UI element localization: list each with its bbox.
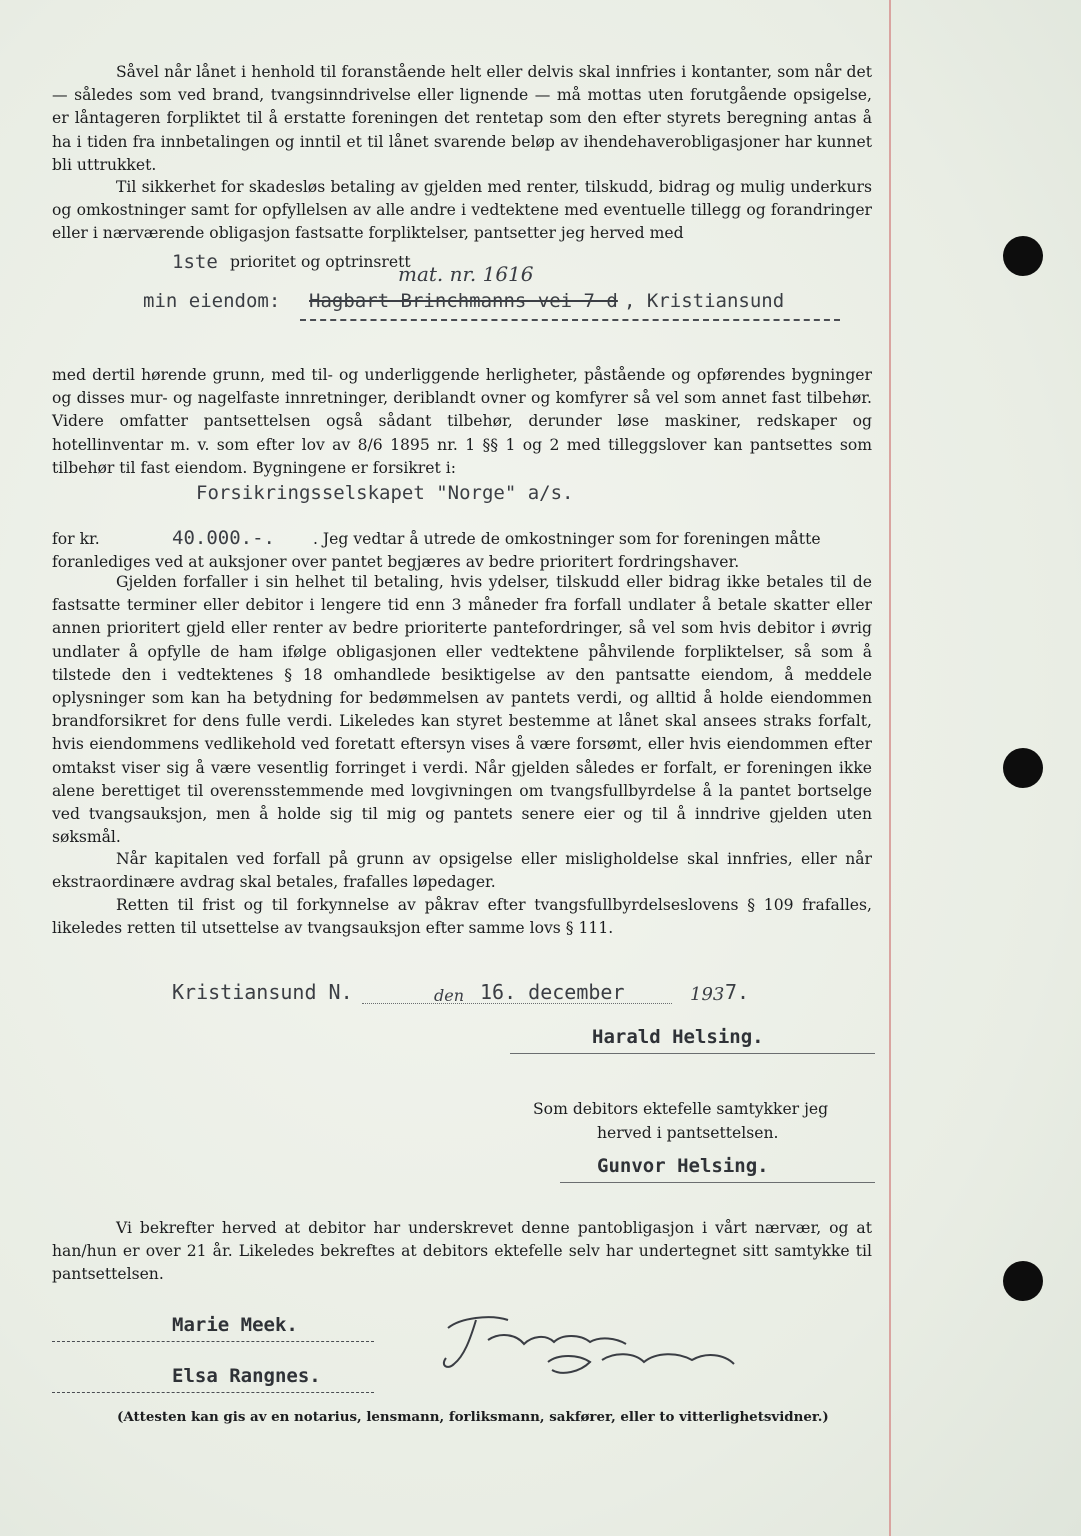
amount-suffix: . Jeg vedtar å utrede de omkostninger som for foreningen måtte xyxy=(313,530,821,548)
property-city: , Kristiansund xyxy=(624,290,785,312)
paragraph-early-repayment: Såvel når lånet i henhold til foranstående helt eller delvis skal innfries i kontanter, som når det — således som ved brand, tvangsinndrivelse eller lignende — må mottas uten forutgående opsigelse, er låntageren forpliktet til å erstatte foreningen det rentetap som den efter styrets beregning antas å ha i tiden fra innbetalingen og inntil et til lånet svarende beløp av ihendehaverobligasjoner har kunnet bli uttrukket. xyxy=(52,63,872,174)
priority-typed: 1ste xyxy=(172,251,218,273)
place: Kristiansund N. xyxy=(172,980,353,1004)
property-label: min eiendom: xyxy=(143,290,281,312)
date-underline xyxy=(362,1003,672,1004)
year-suffix: 7. xyxy=(725,980,750,1004)
spouse-signature-line xyxy=(560,1182,875,1183)
paragraph-attestation: Vi bekrefter herved at debitor har underskrevet denne pantobligasjon i vårt nærvær, og at han/hun er over 21 år. Likeledes bekreftes at debitors ektefelle selv har undertegnet sitt samtykke til pantsettelsen. xyxy=(52,1219,872,1284)
punch-hole-middle xyxy=(1003,748,1043,788)
year-prefix: 193 xyxy=(690,984,725,1005)
paragraph-extraordinary: Når kapitalen ved forfall på grunn av opsigelse eller misligholdelse skal innfries, eller når ekstraordinære avdrag skal betales, frafalles løpedager. xyxy=(52,850,872,892)
red-margin-line xyxy=(889,0,891,1536)
witness-2: Elsa Rangnes. xyxy=(172,1365,321,1387)
paragraph-security: Til sikkerhet for skadesløs betaling av gjelden med renter, tilskudd, bidrag og mulig underkurs og omkostninger samt for opfyllelsen av alle andre i vedtektene med eventuelle tillegg og forandringer eller i nærværende obligasjon fastsatte forpliktelser, pantsetter jeg herved med xyxy=(52,178,872,243)
insurer-name: Forsikringsselskapet "Norge" a/s. xyxy=(196,482,574,504)
spouse-consent-line2: herved i pantsettelsen. xyxy=(597,1124,779,1142)
amount-prefix: for kr. xyxy=(52,530,100,548)
spouse-signature: Gunvor Helsing. xyxy=(597,1155,769,1177)
amount-continuation: foranlediges ved at auksjoner over pantet begjæres av bedre prioritert fordringshaver. xyxy=(52,553,740,571)
handwritten-property-note: mat. nr. 1616 xyxy=(398,262,534,286)
witness-1: Marie Meek. xyxy=(172,1314,298,1336)
date: 16. december xyxy=(480,980,625,1004)
footnote: (Attesten kan gis av en notarius, lensmann, forliksmann, sakfører, eller to vitterlighetsvidner.) xyxy=(117,1409,829,1425)
handwritten-witness-signatures xyxy=(430,1300,750,1390)
spouse-consent-line1: Som debitors ektefelle samtykker jeg xyxy=(533,1100,829,1118)
witness-2-line xyxy=(52,1392,374,1393)
paragraph-waiver: Retten til frist og til forkynnelse av påkrav efter tvangsfullbyrdelseslovens § 109 frafalles, likeledes retten til utsettelse av tvangsauksjon efter samme lovs § 111. xyxy=(52,896,872,938)
debtor-signature: Harald Helsing. xyxy=(592,1026,764,1048)
priority-label: prioritet og optrinsrett xyxy=(230,253,411,271)
property-underline xyxy=(300,319,840,321)
witness-1-line xyxy=(52,1341,374,1342)
paragraph-maturity: Gjelden forfaller i sin helhet til betaling, hvis ydelser, tilskudd eller bidrag ikke betales til de fastsatte terminer eller debitor i lengere tid enn 3 måneder fra forfall undlater å betale skatter eller annen prioritert gjeld eller renter av bedre prioriterte pantefordringer, så vel som hvis debitor i øvrig undlater å opfylle de ham ifølge obligasjonen eller vedtektene påhvilende forpliktelser, så som å tilstede den i vedtektenes § 18 omhandlede besiktigelse av den pantsatte eiendom, å meddele oplysninger som kan ha betydning for bedømmelsen av pantets verdi, og alltid å holde eiendommen brandforsikret for dens fulle verdi. Likeledes kan styret bestemme at lånet skal ansees straks forfalt, hvis eiendommens vedlikehold ved foretatt eftersyn vises å være forsømt, eller hvis eiendommen efter omtakst viser sig å være vesentlig forringet i verdi. Når gjelden således er forfalt, er foreningen ikke alene berettiget til overensstemmende med lovgivningen om tvangsfullbyrdelse å la pantet bortselge ved tvangsauksjon, men å holde sig til mig og pantets senere eier og til å inndrive gjelden uten søksmål. xyxy=(52,573,872,847)
paragraph-property-description: med dertil hørende grunn, med til- og underliggende herligheter, påstående og opførendes bygninger og disses mur- og nagelfaste innretninger, deriblandt ovner og komfyrer så vel som annet fast tilbehør. Videre omfatter pantsettelsen også sådant tilbehør, derunder løse maskiner, redskaper og hotellinventar m. v. som efter lov av 8/6 1895 nr. 1 §§ 1 og 2 med tilleggslover kan pantsettes som tilbehør til fast eiendom. Bygningene er forsikret i: xyxy=(52,366,872,477)
punch-hole-top xyxy=(1003,236,1043,276)
amount-value: 40.000.-. xyxy=(172,527,275,549)
den-label: den xyxy=(434,986,465,1005)
debtor-signature-line xyxy=(510,1053,875,1054)
property-address-struck: Hagbart Brinchmanns vei 7 d xyxy=(309,290,618,312)
punch-hole-bottom xyxy=(1003,1261,1043,1301)
